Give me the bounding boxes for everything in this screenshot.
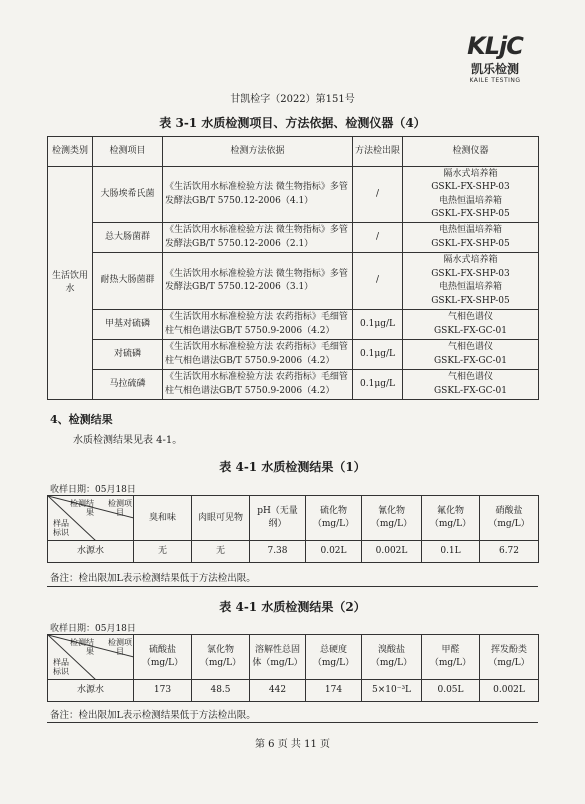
header-cell: 硫酸盐（mg/L） xyxy=(134,635,192,680)
header-cell: 挥发酚类（mg/L） xyxy=(480,635,539,680)
logo-en-name: KAILE TESTING xyxy=(469,77,521,84)
limit-cell: 0.1μg/L xyxy=(353,340,403,370)
logo-cn-name: 凯乐检测 xyxy=(470,62,519,76)
table-3-1-caption: 表 3-1 水质检测项目、方法依据、检测仪器（4） xyxy=(159,116,426,130)
instrument-cell xyxy=(403,253,539,310)
value-cell: 0.05L xyxy=(422,680,480,702)
table-4-1b xyxy=(47,634,539,702)
limit-cell: / xyxy=(353,167,403,223)
diag-item-label: 检测项目 xyxy=(108,638,132,656)
limit-cell: 0.1μg/L xyxy=(353,310,403,340)
table-row xyxy=(48,253,539,310)
category-cell: 生活饮用水 xyxy=(48,167,93,400)
instrument-line: GSKL-FX-SHP-03 xyxy=(431,268,510,279)
diag-sample-label: 样品标识 xyxy=(53,519,69,537)
method-cell: 《生活饮用水标准检验方法 农药指标》毛细管柱气相色谱法GB/T 5750.9-2006（4.2） xyxy=(163,370,353,400)
item-cell: 马拉硫磷 xyxy=(93,370,163,400)
instrument-cell xyxy=(403,223,539,253)
instrument-line: GSKL-FX-SHP-03 xyxy=(431,182,510,192)
header-cell: 硫化物（mg/L） xyxy=(306,496,362,541)
instrument-line: GSKL-FX-GC-01 xyxy=(433,385,508,396)
received-date: 收样日期：05月18日 xyxy=(50,485,136,495)
table-row xyxy=(48,310,539,340)
instrument-cell xyxy=(403,310,539,340)
company-logo xyxy=(455,34,535,85)
divider xyxy=(47,586,538,587)
header-cell: pH（无量纲） xyxy=(250,496,306,541)
method-cell: 《生活饮用水标准检验方法 微生物指标》多管发酵法GB/T 5750.12-2006（3.1） xyxy=(163,253,353,310)
instrument-line: 电热恒温培养箱 xyxy=(438,195,502,206)
header-cell: 硝酸盐（mg/L） xyxy=(480,496,539,541)
diag-result-label: 检测结果 xyxy=(70,638,94,656)
document-number: 甘凯检字（2022）第151号 xyxy=(230,94,355,105)
value-cell: 442 xyxy=(250,680,306,702)
table-3-1 xyxy=(47,136,539,400)
header-limit: 方法检出限 xyxy=(353,137,403,167)
instrument-line: GSKL-FX-SHP-05 xyxy=(431,238,510,249)
sample-cell: 水源水 xyxy=(48,680,134,702)
instrument-line: 隔水式培养箱 xyxy=(443,255,498,265)
header-item: 检测项目 xyxy=(93,137,163,167)
value-cell: 0.02L xyxy=(306,541,362,563)
instrument-line: 电热恒温培养箱 xyxy=(438,282,502,292)
header-cell: 甲醛（mg/L） xyxy=(422,635,480,680)
instrument-cell xyxy=(403,370,539,400)
instrument-line: 气相色谱仪 xyxy=(447,312,493,322)
value-cell: 5×10⁻³L xyxy=(362,680,422,702)
instrument-line: 电热恒温培养箱 xyxy=(438,225,502,235)
sample-cell: 水源水 xyxy=(48,541,134,563)
header-category: 检测类别 xyxy=(48,137,93,167)
table-4-1b-caption: 表 4-1 水质检测结果（2） xyxy=(219,600,366,614)
instrument-line: GSKL-FX-SHP-05 xyxy=(431,295,510,306)
limit-cell: / xyxy=(353,253,403,310)
instrument-line: GSKL-FX-GC-01 xyxy=(433,355,508,366)
header-cell: 溶解性总固体（mg/L） xyxy=(250,635,306,680)
table-row xyxy=(48,541,539,563)
table-note: 备注：检出限加L表示检测结果低于方法检出限。 xyxy=(50,710,256,721)
item-cell: 耐热大肠菌群 xyxy=(93,253,163,310)
header-cell: 总硬度（mg/L） xyxy=(306,635,362,680)
instrument-line: 气相色谱仪 xyxy=(447,342,493,352)
header-cell: 溴酸盐（mg/L） xyxy=(362,635,422,680)
value-cell: 7.38 xyxy=(250,541,306,563)
section-4-text: 水质检测结果见表 4-1。 xyxy=(73,435,183,446)
value-cell: 6.72 xyxy=(480,541,539,563)
method-cell: 《生活饮用水标准检验方法 农药指标》毛细管柱气相色谱法GB/T 5750.9-2006（4.2） xyxy=(163,340,353,370)
value-cell: 0.002L xyxy=(480,680,539,702)
header-cell: 氰化物（mg/L） xyxy=(362,496,422,541)
instrument-cell xyxy=(403,340,539,370)
item-cell: 对硫磷 xyxy=(93,340,163,370)
table-4-1a xyxy=(47,495,539,563)
table-row xyxy=(48,370,539,400)
value-cell: 174 xyxy=(306,680,362,702)
instrument-line: 隔水式培养箱 xyxy=(443,168,498,179)
header-cell: 肉眼可见物 xyxy=(192,496,250,541)
table-note: 备注：检出限加L表示检测结果低于方法检出限。 xyxy=(50,573,256,584)
limit-cell: / xyxy=(353,223,403,253)
logo-mark: KLjC xyxy=(467,32,523,60)
diagonal-header xyxy=(48,496,134,541)
section-4-title: 4、检测结果 xyxy=(50,413,113,426)
header-instrument: 检测仪器 xyxy=(403,137,539,167)
instrument-line: 气相色谱仪 xyxy=(447,372,493,382)
method-cell: 《生活饮用水标准检验方法 农药指标》毛细管柱气相色谱法GB/T 5750.9-2006（4.2） xyxy=(163,310,353,340)
table-row xyxy=(48,167,539,223)
page-footer: 第 6 页 共 11 页 xyxy=(255,739,330,750)
item-cell: 大肠埃希氏菌 xyxy=(93,167,163,223)
instrument-line: GSKL-FX-GC-01 xyxy=(433,325,508,336)
instrument-cell xyxy=(403,167,539,223)
header-cell: 氯化物（mg/L） xyxy=(192,635,250,680)
header-method: 检测方法依据 xyxy=(163,137,353,167)
value-cell: 48.5 xyxy=(192,680,250,702)
diag-sample-label: 样品标识 xyxy=(53,658,69,676)
item-cell: 总大肠菌群 xyxy=(93,223,163,253)
value-cell: 无 xyxy=(192,541,250,563)
table-4-1a-caption: 表 4-1 水质检测结果（1） xyxy=(219,460,366,474)
value-cell: 0.002L xyxy=(362,541,422,563)
divider xyxy=(47,722,538,723)
diag-item-label: 检测项目 xyxy=(108,499,132,517)
item-cell: 甲基对硫磷 xyxy=(93,310,163,340)
value-cell: 173 xyxy=(134,680,192,702)
header-cell: 臭和味 xyxy=(134,496,192,541)
value-cell: 无 xyxy=(134,541,192,563)
header-cell: 氟化物（mg/L） xyxy=(422,496,480,541)
limit-cell: 0.1μg/L xyxy=(353,370,403,400)
table-row xyxy=(48,223,539,253)
instrument-line: GSKL-FX-SHP-05 xyxy=(431,209,510,219)
method-cell: 《生活饮用水标准检验方法 微生物指标》多管发酵法GB/T 5750.12-2006（2.1） xyxy=(163,223,353,253)
diagonal-header xyxy=(48,635,134,680)
diag-result-label: 检测结果 xyxy=(70,499,94,517)
received-date: 收样日期：05月18日 xyxy=(50,624,136,634)
table-row xyxy=(48,340,539,370)
value-cell: 0.1L xyxy=(422,541,480,563)
table-row xyxy=(48,680,539,702)
method-cell: 《生活饮用水标准检验方法 微生物指标》多管发酵法GB/T 5750.12-2006（4.1） xyxy=(163,167,353,223)
